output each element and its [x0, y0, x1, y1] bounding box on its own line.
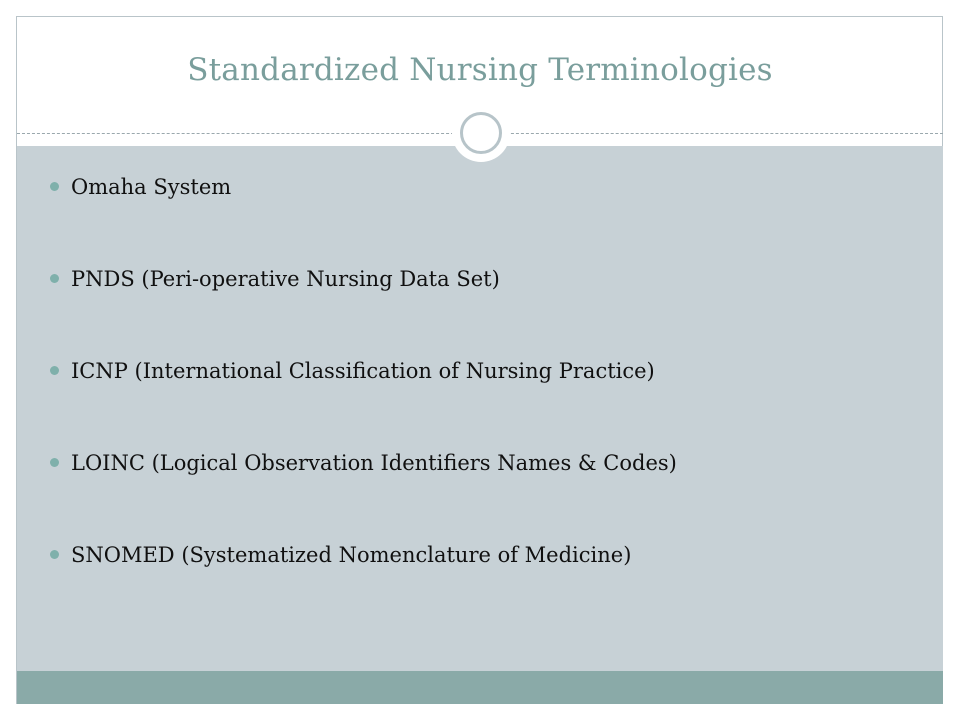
- bullet-icon: [50, 550, 59, 559]
- circle-ornament-icon: [452, 104, 510, 162]
- list-item-text: LOINC (Logical Observation Identifiers Names & Codes): [71, 451, 677, 475]
- bullet-icon: [50, 274, 59, 283]
- footer-band: [17, 671, 943, 704]
- ring-icon: [460, 112, 502, 154]
- list-item-text: PNDS (Peri-operative Nursing Data Set): [71, 267, 500, 291]
- slide-title: Standardized Nursing Terminologies: [187, 52, 773, 88]
- bullet-icon: [50, 458, 59, 467]
- bullet-icon: [50, 366, 59, 375]
- list-item-text: Omaha System: [71, 175, 232, 199]
- list-item-text: ICNP (International Classification of Nursing Practice): [71, 359, 655, 383]
- bullet-icon: [50, 182, 59, 191]
- list-item-text: SNOMED (Systematized Nomenclature of Medicine): [71, 543, 632, 567]
- content-area: [17, 146, 943, 672]
